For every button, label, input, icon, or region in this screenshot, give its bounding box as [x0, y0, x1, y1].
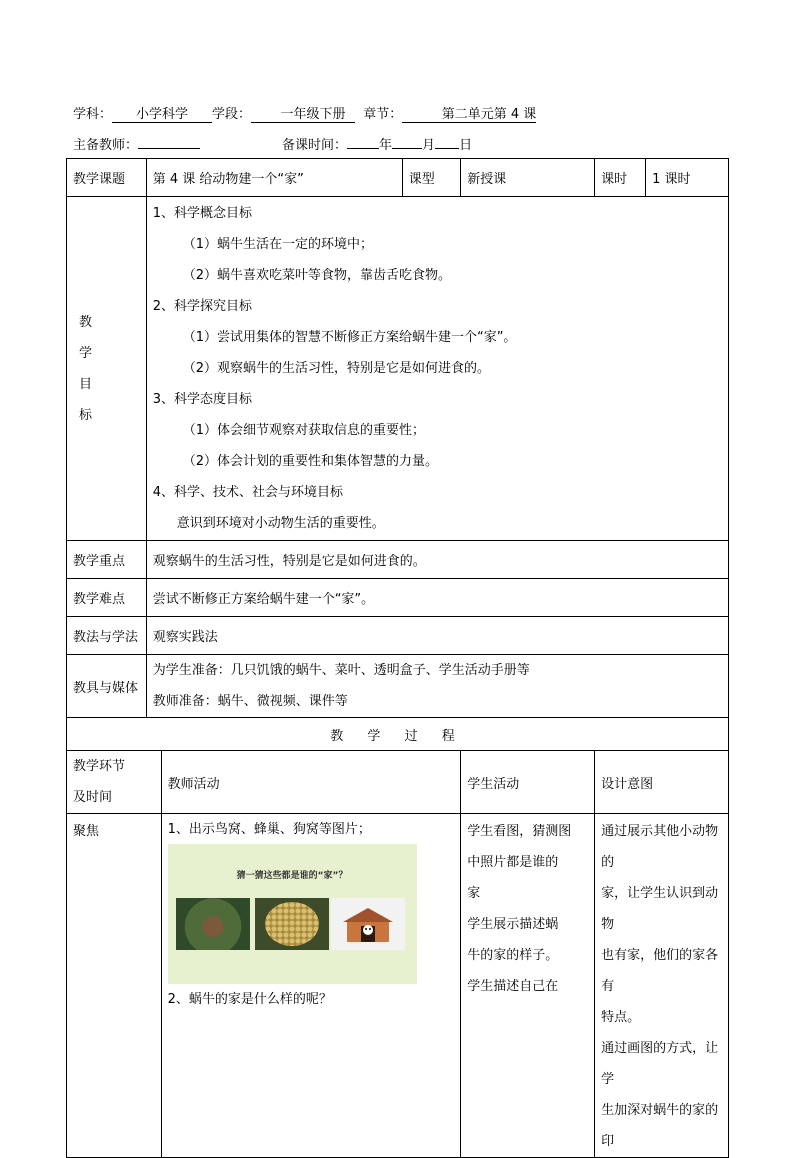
media-row [67, 655, 729, 718]
key-point-row [67, 541, 729, 579]
method-label: 教法与学法 [67, 617, 147, 655]
stage-cell [67, 814, 162, 1158]
goals-label-char: 教 [79, 314, 93, 330]
type-value: 新授课 [461, 159, 595, 197]
prep-day-blank [435, 148, 459, 149]
slide-image [168, 844, 417, 984]
goal-line: 3、科学态度目标 [152, 392, 252, 407]
student-prep: 为学生准备：几只饥饿的蜗牛、菜叶、透明盒子、学生活动手册等 [152, 663, 530, 678]
goals-label-char: 标 [79, 407, 93, 423]
month-label: 月 [422, 138, 436, 153]
difficulty-value: 尝试不断修正方案给蜗牛建一个“家”。 [146, 579, 728, 617]
stage-value: 一年级下册 [251, 108, 355, 123]
prep-year-blank [347, 148, 379, 149]
goal-line: 4、科学、技术、社会与环境目标 [152, 485, 343, 500]
media-label: 教具与媒体 [67, 655, 147, 718]
chapter-label: 章节： [363, 107, 403, 122]
key-point-label: 教学重点 [67, 541, 147, 579]
slide-title: 猜一猜这些都是谁的“家”？ [236, 871, 348, 881]
goal-line: （2）蜗牛喜欢吃菜叶等食物，靠齿舌吃食物。 [182, 268, 451, 283]
goals-label-char: 目 [79, 376, 93, 392]
col-teacher-header: 教师活动 [161, 751, 461, 814]
prep-month-blank [392, 148, 422, 149]
design-intent-cell: 通过展示其他小动物的 家，让学生认识到动物 也有家，他们的家各有 特点。 通过画图的方式，让学 生加深对蜗牛的家的印 [595, 814, 729, 1158]
subject-label: 学科： [73, 107, 113, 122]
header-line-1 [73, 103, 536, 123]
teacher-step-2: 2、蜗牛的家是什么样的呢？ [167, 992, 332, 1007]
student-activity-cell: 学生看图，猜测图 中照片都是谁的 家 学生展示描述蜗 牛的家的样子。 学生描述自己在 [461, 814, 595, 1158]
topic-label: 教学课题 [67, 159, 147, 197]
beehive-photo [255, 898, 329, 950]
teacher-prep: 教师准备：蜗牛、微视频、课件等 [152, 694, 348, 709]
teacher-step-1: 1、出示鸟窝、蜂巢、狗窝等图片； [167, 822, 371, 837]
col-stage-header: 教学环节 及时间 [67, 751, 162, 814]
teacher-activity-cell [161, 814, 461, 1158]
key-point-value: 观察蜗牛的生活习性，特别是它是如何进食的。 [146, 541, 728, 579]
col-student-header: 学生活动 [461, 751, 595, 814]
hours-label: 课时 [595, 159, 646, 197]
goals-label-char: 学 [79, 345, 93, 361]
teacher-label: 主备教师： [73, 138, 139, 153]
col-design-header: 设计意图 [595, 751, 729, 814]
method-value: 观察实践法 [146, 617, 728, 655]
stage-value: 聚焦 [73, 824, 100, 839]
process-header-row [67, 751, 729, 814]
process-row-focus [67, 814, 729, 1158]
goals-label [67, 197, 147, 541]
goal-line: （1）尝试用集体的智慧不断修正方案给蜗牛建一个“家”。 [182, 330, 517, 345]
dog-house-icon [341, 906, 395, 944]
goals-content [146, 197, 728, 541]
difficulty-row [67, 579, 729, 617]
goal-line: （2）体会计划的重要性和集体智慧的力量。 [182, 454, 438, 469]
goal-line: （2）观察蜗牛的生活习性，特别是它是如何进食的。 [182, 361, 490, 376]
teacher-value [138, 148, 200, 149]
goal-line: （1）体会细节观察对获取信息的重要性； [182, 423, 425, 438]
header-line-2 [73, 134, 472, 153]
chapter-value: 第二单元第 4 课 [402, 108, 536, 123]
topic-value: 第 4 课 给动物建一个“家” [146, 159, 402, 197]
media-value [146, 655, 728, 718]
process-title: 教 学 过 程 [67, 718, 729, 751]
process-title-row [67, 718, 729, 751]
difficulty-label: 教学难点 [67, 579, 147, 617]
info-row [67, 159, 729, 197]
subject-value: 小学科学 [112, 108, 212, 123]
method-row [67, 617, 729, 655]
type-label: 课型 [402, 159, 460, 197]
stage-label: 学段： [212, 107, 252, 122]
dog-house-photo [331, 898, 405, 950]
hours-value: 1 课时 [646, 159, 729, 197]
bird-nest-photo [176, 898, 250, 950]
goal-line: 2、科学探究目标 [152, 299, 252, 314]
goal-line: 1、科学概念目标 [152, 206, 252, 221]
goal-line: 意识到环境对小动物生活的重要性。 [176, 516, 385, 531]
day-label: 日 [459, 138, 473, 153]
year-label: 年 [379, 138, 393, 153]
prep-time-label: 备课时间： [282, 138, 348, 153]
goals-row [67, 197, 729, 541]
goal-line: （1）蜗牛生活在一定的环境中； [182, 237, 373, 252]
lesson-plan-table [66, 158, 729, 1158]
